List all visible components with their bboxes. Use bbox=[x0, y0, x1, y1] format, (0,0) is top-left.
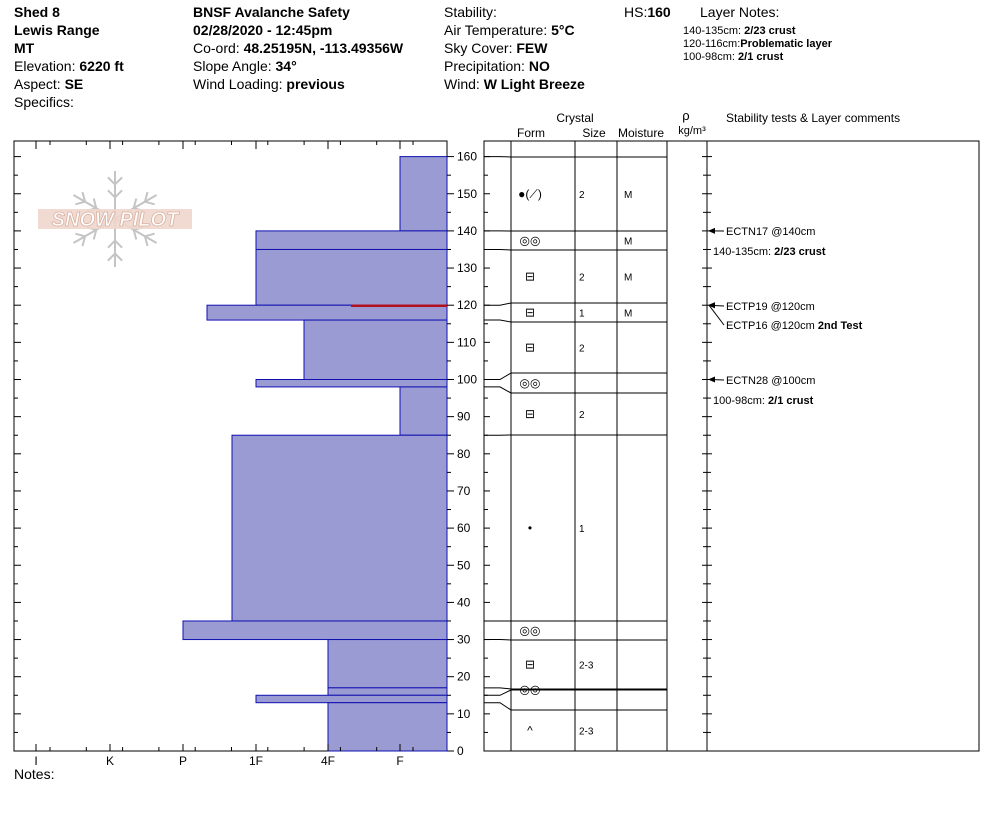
layer-note-text: 2/23 crust bbox=[744, 25, 796, 37]
air-temp-label: Air Temperature: bbox=[444, 22, 548, 38]
form-header: Form bbox=[517, 126, 545, 140]
state-name: MT bbox=[14, 40, 35, 56]
snowflake-branch bbox=[75, 202, 85, 205]
layer-note-text: Problematic layer bbox=[740, 38, 832, 50]
crystal-form: ⊟ bbox=[524, 407, 536, 421]
moisture-header: Moisture bbox=[617, 126, 665, 140]
crystal-size: 2 bbox=[579, 190, 585, 201]
coord-value: 48.25195N, -113.49356W bbox=[243, 40, 404, 56]
height-tick-label: 160 bbox=[457, 149, 478, 164]
layer-comment-text: 2/23 crust bbox=[774, 246, 826, 258]
layer-connector bbox=[484, 373, 511, 380]
height-tick-label: 60 bbox=[457, 521, 471, 536]
height-tick-label: 10 bbox=[457, 706, 471, 721]
height-tick-label: 90 bbox=[457, 409, 471, 424]
hardness-bar bbox=[400, 157, 447, 231]
elevation-label: Elevation: bbox=[14, 58, 76, 74]
layer-connector bbox=[484, 303, 511, 305]
specifics-label: Specifics: bbox=[14, 94, 74, 110]
hardness-bar bbox=[304, 320, 447, 379]
stability-test: ECTP19 @120cm bbox=[726, 301, 815, 313]
range-name: Lewis Range bbox=[14, 22, 100, 38]
crystal-form: • bbox=[527, 521, 533, 535]
crystal-form: ⊟ bbox=[524, 269, 536, 284]
height-tick-label: 0 bbox=[457, 744, 464, 758]
wind-label: Wind: bbox=[444, 76, 480, 92]
crystal-form: ⊟ bbox=[524, 305, 536, 320]
crystal-form: ⊟ bbox=[524, 340, 536, 355]
layer-connector bbox=[484, 249, 511, 250]
hardness-bar bbox=[256, 695, 447, 702]
hs-label: HS: bbox=[624, 4, 648, 20]
observation-datetime: 02/28/2020 - 12:45pm bbox=[193, 22, 333, 38]
wind-loading-label: Wind Loading: bbox=[193, 76, 283, 92]
sky-label: Sky Cover: bbox=[444, 40, 513, 56]
crystal-header: Crystal bbox=[556, 111, 594, 125]
crystal-size: 1 bbox=[579, 308, 585, 320]
crystal-size: 2 bbox=[579, 410, 585, 421]
moisture-value: M bbox=[624, 190, 633, 201]
stability-arrowhead bbox=[708, 377, 715, 383]
wind-loading-value: previous bbox=[286, 76, 345, 92]
hardness-bar bbox=[256, 231, 447, 250]
crystal-size: 2-3 bbox=[579, 726, 594, 738]
crystal-size: 2-3 bbox=[579, 660, 594, 672]
layer-comment: 100-98cm: 2/1 crust bbox=[713, 395, 814, 407]
layer-connector bbox=[484, 387, 511, 393]
slope-label: Slope Angle: bbox=[193, 58, 272, 74]
density-unit-header: kg/m³ bbox=[678, 125, 706, 137]
stability-test-extra: 2nd Test bbox=[817, 320, 863, 332]
hardness-bar bbox=[328, 640, 447, 688]
crystal-form: ◎◎ bbox=[519, 682, 541, 697]
hardness-tick-label: I bbox=[34, 754, 38, 768]
snowflake-branch bbox=[115, 241, 122, 248]
snowflake-branch bbox=[115, 177, 122, 184]
height-tick-label: 130 bbox=[457, 261, 478, 276]
stability-test: ECTN17 @140cm bbox=[726, 226, 816, 238]
hardness-bar bbox=[400, 387, 447, 435]
layer-note-text: 2/1 crust bbox=[738, 51, 784, 63]
height-tick-label: 140 bbox=[457, 223, 478, 238]
hardness-tick-label: 1F bbox=[248, 754, 264, 768]
moisture-value: M bbox=[624, 236, 633, 248]
size-header: Size bbox=[582, 126, 606, 140]
location-name: Shed 8 bbox=[14, 4, 60, 20]
layer-connector bbox=[484, 320, 511, 322]
hardness-tick-label: F bbox=[396, 754, 404, 768]
height-tick-label: 150 bbox=[457, 186, 478, 201]
hardness-tick-label: 4F bbox=[320, 754, 336, 768]
height-tick-label: 70 bbox=[457, 483, 471, 498]
crystal-size: 1 bbox=[579, 524, 585, 535]
layer-comment-text: 2/1 crust bbox=[768, 395, 814, 407]
snowflake-branch bbox=[108, 254, 115, 261]
snowflake-branch bbox=[145, 202, 155, 205]
crystal-form: ◎◎ bbox=[519, 376, 541, 390]
crystal-size: 2 bbox=[579, 272, 585, 284]
hardness-tick-label: P bbox=[178, 754, 188, 768]
aspect-label: Aspect: bbox=[14, 76, 61, 92]
layer-notes-title: Layer Notes: bbox=[700, 4, 780, 20]
stability-header: Stability tests & Layer comments bbox=[726, 111, 901, 125]
crystal-form: ◎◎ bbox=[519, 623, 541, 638]
hardness-bar bbox=[328, 688, 447, 695]
snowflake-branch bbox=[145, 234, 155, 237]
crystal-form: ⊟ bbox=[524, 657, 536, 672]
air-temp-value: 5°C bbox=[551, 22, 575, 38]
hardness-bar bbox=[183, 621, 447, 640]
crystal-size: 2 bbox=[579, 343, 585, 355]
layer-connector bbox=[484, 703, 511, 710]
snowflake-branch bbox=[108, 190, 115, 197]
hardness-tick-label: K bbox=[105, 754, 115, 768]
snowflake-branch bbox=[115, 254, 122, 261]
layer-connector bbox=[484, 688, 511, 689]
hardness-bar bbox=[232, 435, 447, 621]
snowflake-branch bbox=[108, 241, 115, 248]
hardness-bar bbox=[256, 380, 447, 387]
density-symbol-header: ρ bbox=[682, 108, 690, 123]
moisture-value: M bbox=[624, 272, 633, 284]
hardness-bar bbox=[328, 703, 447, 751]
crystal-form: ●(⟋) bbox=[518, 187, 542, 201]
snowflake-branch bbox=[115, 190, 122, 197]
layer-comment: 140-135cm: 2/23 crust bbox=[713, 246, 826, 258]
height-tick-label: 20 bbox=[457, 669, 471, 684]
aspect-value: SE bbox=[64, 76, 84, 92]
stability-test: ECTP16 @120cm 2nd Test bbox=[726, 320, 863, 332]
height-tick-label: 40 bbox=[457, 595, 471, 610]
stability-pointer bbox=[709, 305, 724, 325]
logo-text: SNOW PILOT bbox=[51, 209, 179, 231]
stability-label: Stability: bbox=[444, 4, 497, 20]
crystal-form: ◎◎ bbox=[519, 233, 541, 248]
height-tick-label: 80 bbox=[457, 446, 471, 461]
coord-label: Co-ord: bbox=[193, 40, 240, 56]
height-tick-label: 100 bbox=[457, 372, 478, 387]
precip-label: Precipitation: bbox=[444, 58, 525, 74]
height-tick-label: 30 bbox=[457, 632, 471, 647]
snowflake-branch bbox=[108, 177, 115, 184]
slope-value: 34° bbox=[275, 58, 297, 74]
height-tick-label: 120 bbox=[457, 298, 478, 313]
layer-note-range: 120-116cm: bbox=[683, 38, 741, 50]
layer-connector bbox=[484, 690, 511, 695]
height-tick-label: 50 bbox=[457, 558, 471, 573]
precip-value: NO bbox=[528, 58, 550, 74]
stability-test: ECTN28 @100cm bbox=[726, 375, 816, 387]
elevation-value: 6220 ft bbox=[79, 58, 124, 74]
layer-note-range: 100-98cm: bbox=[683, 51, 735, 63]
sky-value: FEW bbox=[516, 40, 548, 56]
crystal-form: ^ bbox=[527, 723, 533, 738]
hs-value: 160 bbox=[647, 4, 671, 20]
stability-arrowhead bbox=[708, 228, 715, 234]
layer-note-range: 140-135cm: bbox=[683, 25, 742, 37]
moisture-value: M bbox=[624, 308, 633, 320]
snowflake-branch bbox=[75, 234, 85, 237]
org-name: BNSF Avalanche Safety bbox=[193, 4, 350, 20]
hardness-bar bbox=[207, 305, 447, 320]
height-tick-label: 110 bbox=[457, 335, 477, 350]
hardness-bar bbox=[256, 249, 447, 305]
stability-arrowhead bbox=[708, 302, 715, 308]
snowpilot-logo bbox=[38, 171, 192, 267]
notes-label: Notes: bbox=[14, 766, 55, 782]
wind-value: W Light Breeze bbox=[483, 76, 585, 92]
